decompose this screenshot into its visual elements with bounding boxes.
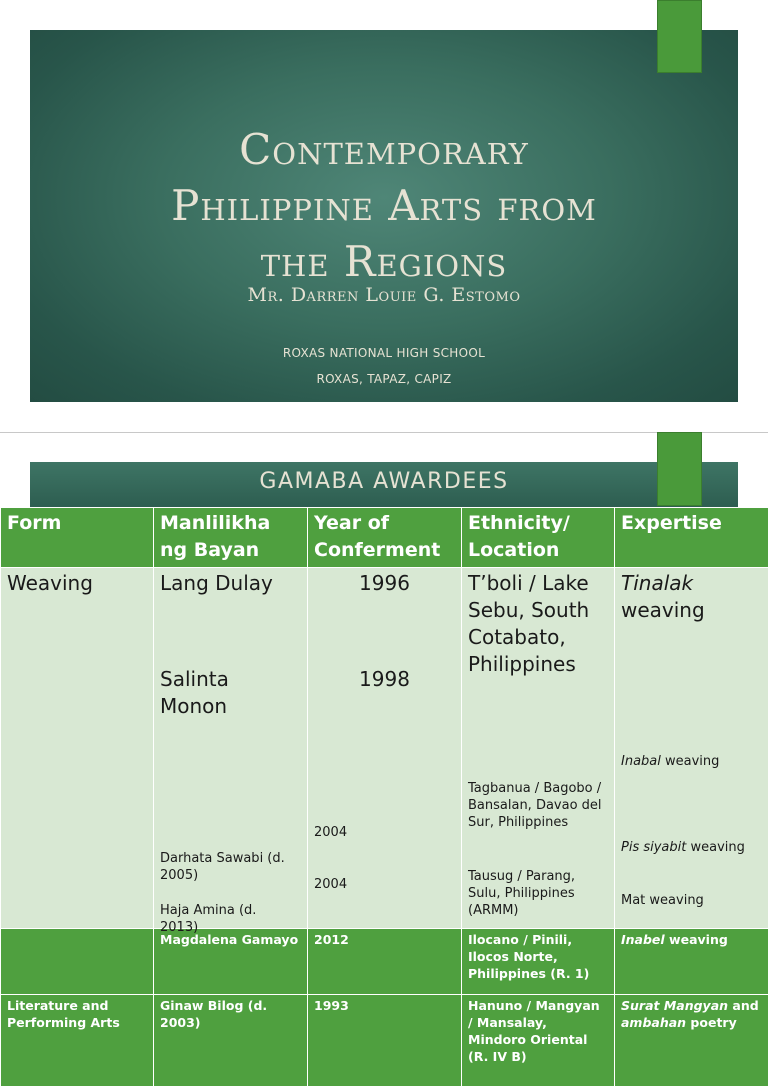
year-2004-a: 2004 [314,825,348,840]
ethnicity-tausug: Tausug / Parang, Sulu, Philippines (ARMM) [468,869,576,918]
table-row-magdalena [1,929,769,995]
title-line-1: Contemporary [239,125,529,174]
slide-title [30,122,738,290]
cell-artists-weaving [154,568,308,935]
school-location: ROXAS, TAPAZ, CAPIZ [316,372,452,386]
cell-ethnicity-hanuno: Hanuno / Mangyan / Mansalay, Mindoro Oriental (R. IV B) [462,995,615,1087]
header-ethnicity: Ethnicity/ Location [462,508,615,568]
inabal-italic: Inabal [621,754,661,769]
year-1996: 1996 [359,571,410,595]
header-expertise: Expertise [615,508,769,568]
artist-lang-dulay: Lang Dulay [160,571,273,595]
expertise-tinalak [621,570,705,624]
cell-year-2012: 2012 [308,929,462,995]
artist-darhata-sawabi: Darhata Sawabi (d. 2005) [160,851,285,883]
cell-form-weaving [1,568,154,929]
tinalak-rest: weaving [621,598,705,622]
cell-expertise-inabel [615,929,769,995]
header-year: Year of Conferment [308,508,462,568]
title-line-3: the Regions [260,237,508,286]
inabel-rest: weaving [664,932,728,947]
cell-year-1993: 1993 [308,995,462,1087]
artist-haja-amina: Haja Amina (d. 2013) [160,903,257,935]
cell-artist-ginaw: Ginaw Bilog (d. 2003) [154,995,308,1087]
gamaba-table [0,507,769,1087]
cell-artist-magdalena: Magdalena Gamayo [154,929,308,995]
cell-expertise-surat [615,995,769,1087]
title-slide [30,30,738,402]
expertise-mat-weaving: Mat weaving [621,893,704,908]
cell-expertise-weaving [615,568,769,929]
table-row-literature [1,995,769,1087]
year-2004-b: 2004 [314,877,348,892]
school-name: ROXAS NATIONAL HIGH SCHOOL [282,346,486,360]
surat-mangyan-italic: Surat Mangyan [621,998,729,1013]
presenter-name: Mr. Darren Louie G. Estomo [247,284,521,306]
cell-form-literature: Literature and Performing Arts [1,995,154,1087]
poetry-text: poetry [686,1015,737,1030]
slide2-title: GAMABA AWARDEES [259,469,509,494]
expertise-pis-siyabit [621,839,745,856]
form-weaving-label: Weaving [7,571,93,595]
table-header-row [1,508,769,568]
title-line-2: Philippine Arts from [171,181,597,230]
cell-form-empty [1,929,154,995]
inabal-rest: weaving [660,754,720,769]
accent-tab-1 [657,0,702,73]
ambahan-italic: ambahan [621,1015,687,1030]
accent-tab-2 [657,432,702,506]
header-manlilikha: Manlilikha ng Bayan [154,508,308,568]
expertise-inabal [621,753,719,770]
slide2-banner [30,462,738,508]
pis-siyabit-italic: Pis siyabit [621,840,687,855]
and-text: and [728,998,759,1013]
artist-salinta-monon: Salinta Monon [160,667,229,718]
cell-years-weaving [308,568,462,929]
tinalak-italic: Tinalak [621,571,694,595]
ethnicity-tboli: T’boli / Lake Sebu, South Cotabato, Philippines [468,571,590,676]
header-form: Form [1,508,154,568]
year-1998: 1998 [359,667,410,691]
inabel-italic: Inabel [621,932,665,947]
pis-siyabit-rest: weaving [686,840,745,855]
table-row-weaving [1,568,769,929]
cell-ethnicity-ilocano: Ilocano / Pinili, Ilocos Norte, Philippines (R. 1) [462,929,615,995]
slide-divider [0,432,768,433]
cell-ethnicity-weaving [462,568,615,929]
ethnicity-tagbanua: Tagbanua / Bagobo / Bansalan, Davao del Sur, Philippines [468,781,602,830]
